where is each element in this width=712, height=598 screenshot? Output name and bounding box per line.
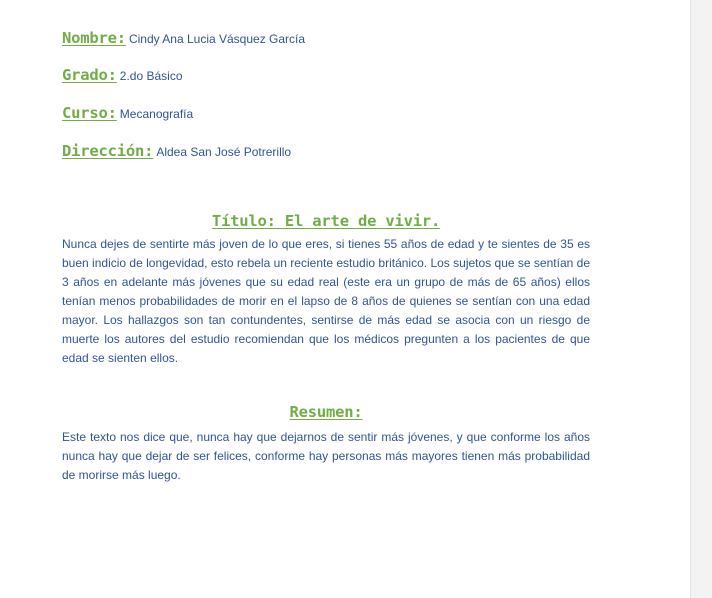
field-label: Nombre: — [62, 29, 126, 47]
field-curso — [62, 104, 193, 123]
field-nombre — [62, 29, 305, 48]
field-label: Curso: — [62, 104, 117, 122]
body-paragraph: Nunca dejes de sentirte más joven de lo que eres, si tienes 55 años de edad y te sientes de 35 es buen indicio de longevidad, esto rebela un reciente estudio británico. Los sujetos que se sentían de 3 años en adelante más jóvenes que su edad real (este era un grupo de más de 65 años) ellos tenían menos probabilidades de morir en el lapso de 8 años de quienes se sentían con una edad mayor. Los hallazgos son tan contundentes, sentirse de más edad se asocia con un riesgo de muerte los autores del estudio recomiendan que los médicos pregunten a los pacientes de que edad se sienten ellos. — [62, 237, 590, 365]
field-value: Mecanografía — [119, 107, 194, 121]
field-grado — [62, 66, 183, 85]
field-label: Dirección: — [62, 142, 154, 160]
field-value: Cindy Ana Lucia Vásquez García — [128, 32, 306, 46]
document-title: Título: El arte de vivir. — [211, 212, 441, 230]
summary-heading: Resumen: — [289, 403, 363, 421]
field-direccion — [62, 142, 291, 161]
field-value: Aldea San José Potrerillo — [156, 145, 292, 159]
summary-paragraph: Este texto nos dice que, nunca hay que dejarnos de sentir más jóvenes, y que conforme los años nunca hay que dejar de ser felices, conforme hay personas más mayores tienen más probabilidad de morirse más luego. — [62, 430, 590, 482]
field-label: Grado: — [62, 66, 117, 84]
field-value: 2.do Básico — [119, 69, 183, 83]
window-edge-gutter — [690, 0, 712, 598]
